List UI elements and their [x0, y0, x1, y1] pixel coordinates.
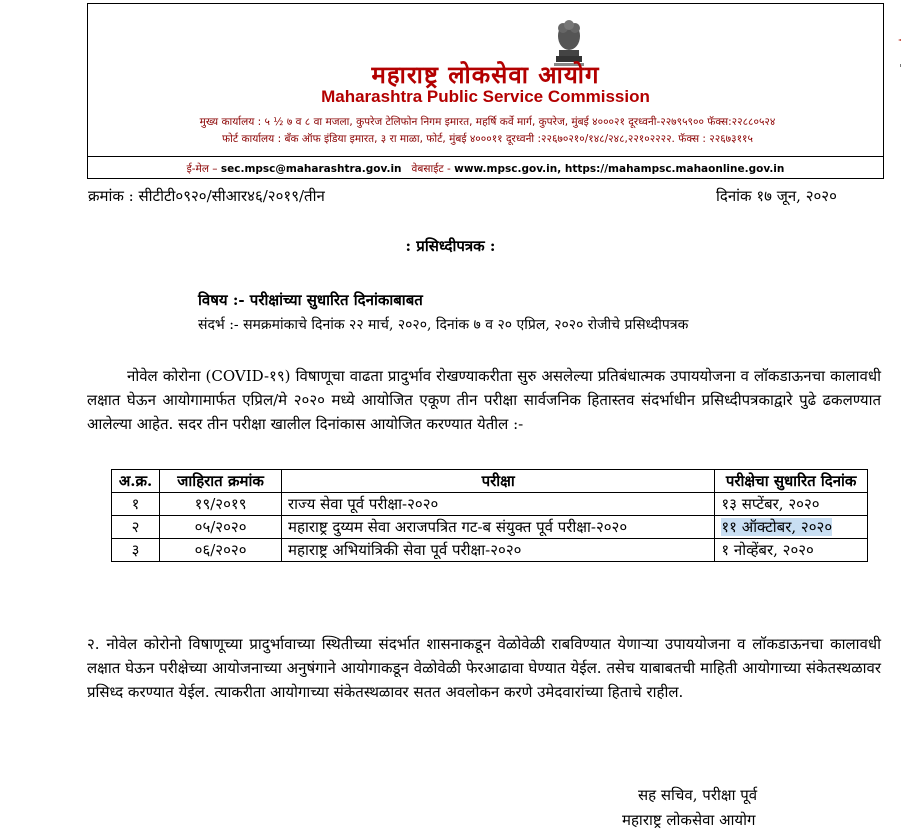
- website-links[interactable]: www.mpsc.gov.in, https://mahampsc.mahaonline.gov.in: [454, 163, 785, 175]
- date-cell: [715, 516, 868, 539]
- serial-cell: १: [112, 493, 160, 516]
- website-label: वेबसाईट -: [411, 163, 451, 175]
- signatory-designation: सह सचिव, परीक्षा पूर्व: [638, 786, 758, 804]
- fort-office-address: फोर्ट कार्यालय : बँक ऑफ इंडिया इमारत, ३ रा माळा, फोर्ट, मुंबई ४०००११ दूरध्वनी :२२६७०२१०/१४८/२४८,२२१०२२२२. फॅक्स : २२६७३११५: [222, 133, 753, 145]
- advt-cell: ०६/२०२०: [160, 539, 282, 562]
- main-office-address: मुख्य कार्यालय : ५ ½ ७ व ८ वा मजला, कुपरेज टेलिफोन निगम इमारत, महर्षि कर्वे मार्ग, कुपरेज, मुंबई ४०००२१ दूरध्वनी-२२७९५९०० फॅक्स:२२८८०५२४: [199, 116, 776, 128]
- paragraph-2: २. नोवेल कोरोनो विषाणूच्या प्रादुर्भावाच्या स्थितीच्या संदर्भात शासनाकडून वेळोवेळी राबविण्यात येणाऱ्या उपाययोजना व लॉकडाऊनचा कालावधी लक्षात घेऊन परीक्षेच्या आयोजनाच्या अनुषंगाने आयोगाकडून वेळोवेळी फेरआढावा घेण्यात येईल. तसेच याबाबतची माहिती आयोगाच्या संकेतस्थळावर प्रसिध्द करण्यात येईल. त्याकरीता आयोगाच्या संकेतस्थळावर सतत अवलोकन करणे उमेदवारांच्या हिताचे राहील.: [87, 635, 881, 701]
- exam-cell: महाराष्ट्र अभियांत्रिकी सेवा पूर्व परीक्षा-२०२०: [282, 539, 715, 562]
- org-name-marathi: महाराष्ट्र लोकसेवा आयोग: [371, 61, 600, 89]
- advt-cell: ०५/२०२०: [160, 516, 282, 539]
- selected-text[interactable]: ११ ऑक्टोबर, २०२०: [721, 518, 833, 536]
- exam-schedule-table: [111, 469, 868, 562]
- org-name-english: Maharashtra Public Service Commission: [321, 87, 650, 106]
- table-header-row: [112, 470, 868, 493]
- date-cell: १ नोव्हेंबर, २०२०: [715, 539, 868, 562]
- col-date-header: परीक्षेचा सुधारित दिनांक: [715, 470, 868, 493]
- signatory-organisation: महाराष्ट्र लोकसेवा आयोग: [622, 811, 756, 829]
- contact-line: [88, 162, 883, 176]
- advt-cell: १९/२०१९: [160, 493, 282, 516]
- exam-cell: राज्य सेवा पूर्व परीक्षा-२०२०: [282, 493, 715, 516]
- serial-cell: ३: [112, 539, 160, 562]
- reference-number: क्रमांक : सीटीटी०९२०/सीआर४६/२०१९/तीन: [88, 187, 325, 205]
- col-serial-header: अ.क्र.: [112, 470, 160, 493]
- reference-line: संदर्भ :- समक्रमांकाचे दिनांक २२ मार्च, २०२०, दिनांक ७ व २० एप्रिल, २०२० रोजीचे प्रसिध्दीपत्रक: [198, 317, 689, 333]
- header-divider: [88, 156, 883, 157]
- exam-cell: महाराष्ट्र दुय्यम सेवा अराजपत्रित गट-ब संयुक्त पूर्व परीक्षा-२०२०: [282, 516, 715, 539]
- col-advt-header: जाहिरात क्रमांक: [160, 470, 282, 493]
- date-cell: १३ सप्टेंबर, २०२०: [715, 493, 868, 516]
- subject-line: विषय :- परीक्षांच्या सुधारित दिनांकाबाबत: [198, 291, 423, 309]
- email-label: ई-मेल –: [186, 163, 218, 175]
- mpsc-logo-icon: [886, 18, 901, 78]
- serial-cell: २: [112, 516, 160, 539]
- email-link[interactable]: sec.mpsc@maharashtra.gov.in: [220, 163, 402, 175]
- notice-title: : प्रसिध्दीपत्रक :: [405, 237, 496, 255]
- table-row: [112, 539, 868, 562]
- letterhead: [87, 3, 884, 179]
- table-row: [112, 493, 868, 516]
- paragraph-1: नोवेल कोरोना (COVID-१९) विषाणूचा वाढता प्रादुर्भाव रोखण्याकरीता सुरु असलेल्या प्रतिबंधात्मक उपाययोजना व लॉकडाऊनचा कालावधी लक्षात घेऊन आयोगामार्फत एप्रिल/मे २०२० मध्ये आयोजित एकूण तीन परीक्षा सार्वजनिक हितास्तव संदर्भाधीन प्रसिध्दीपत्रकाद्वारे पुढे ढकलण्यात आलेल्या आहेत. सदर तीन परीक्षा खालील दिनांकास आयोजित करण्यात येतील :-: [87, 367, 881, 433]
- col-exam-header: परीक्षा: [282, 470, 715, 493]
- letter-date: दिनांक १७ जून, २०२०: [716, 187, 837, 205]
- table-row: [112, 516, 868, 539]
